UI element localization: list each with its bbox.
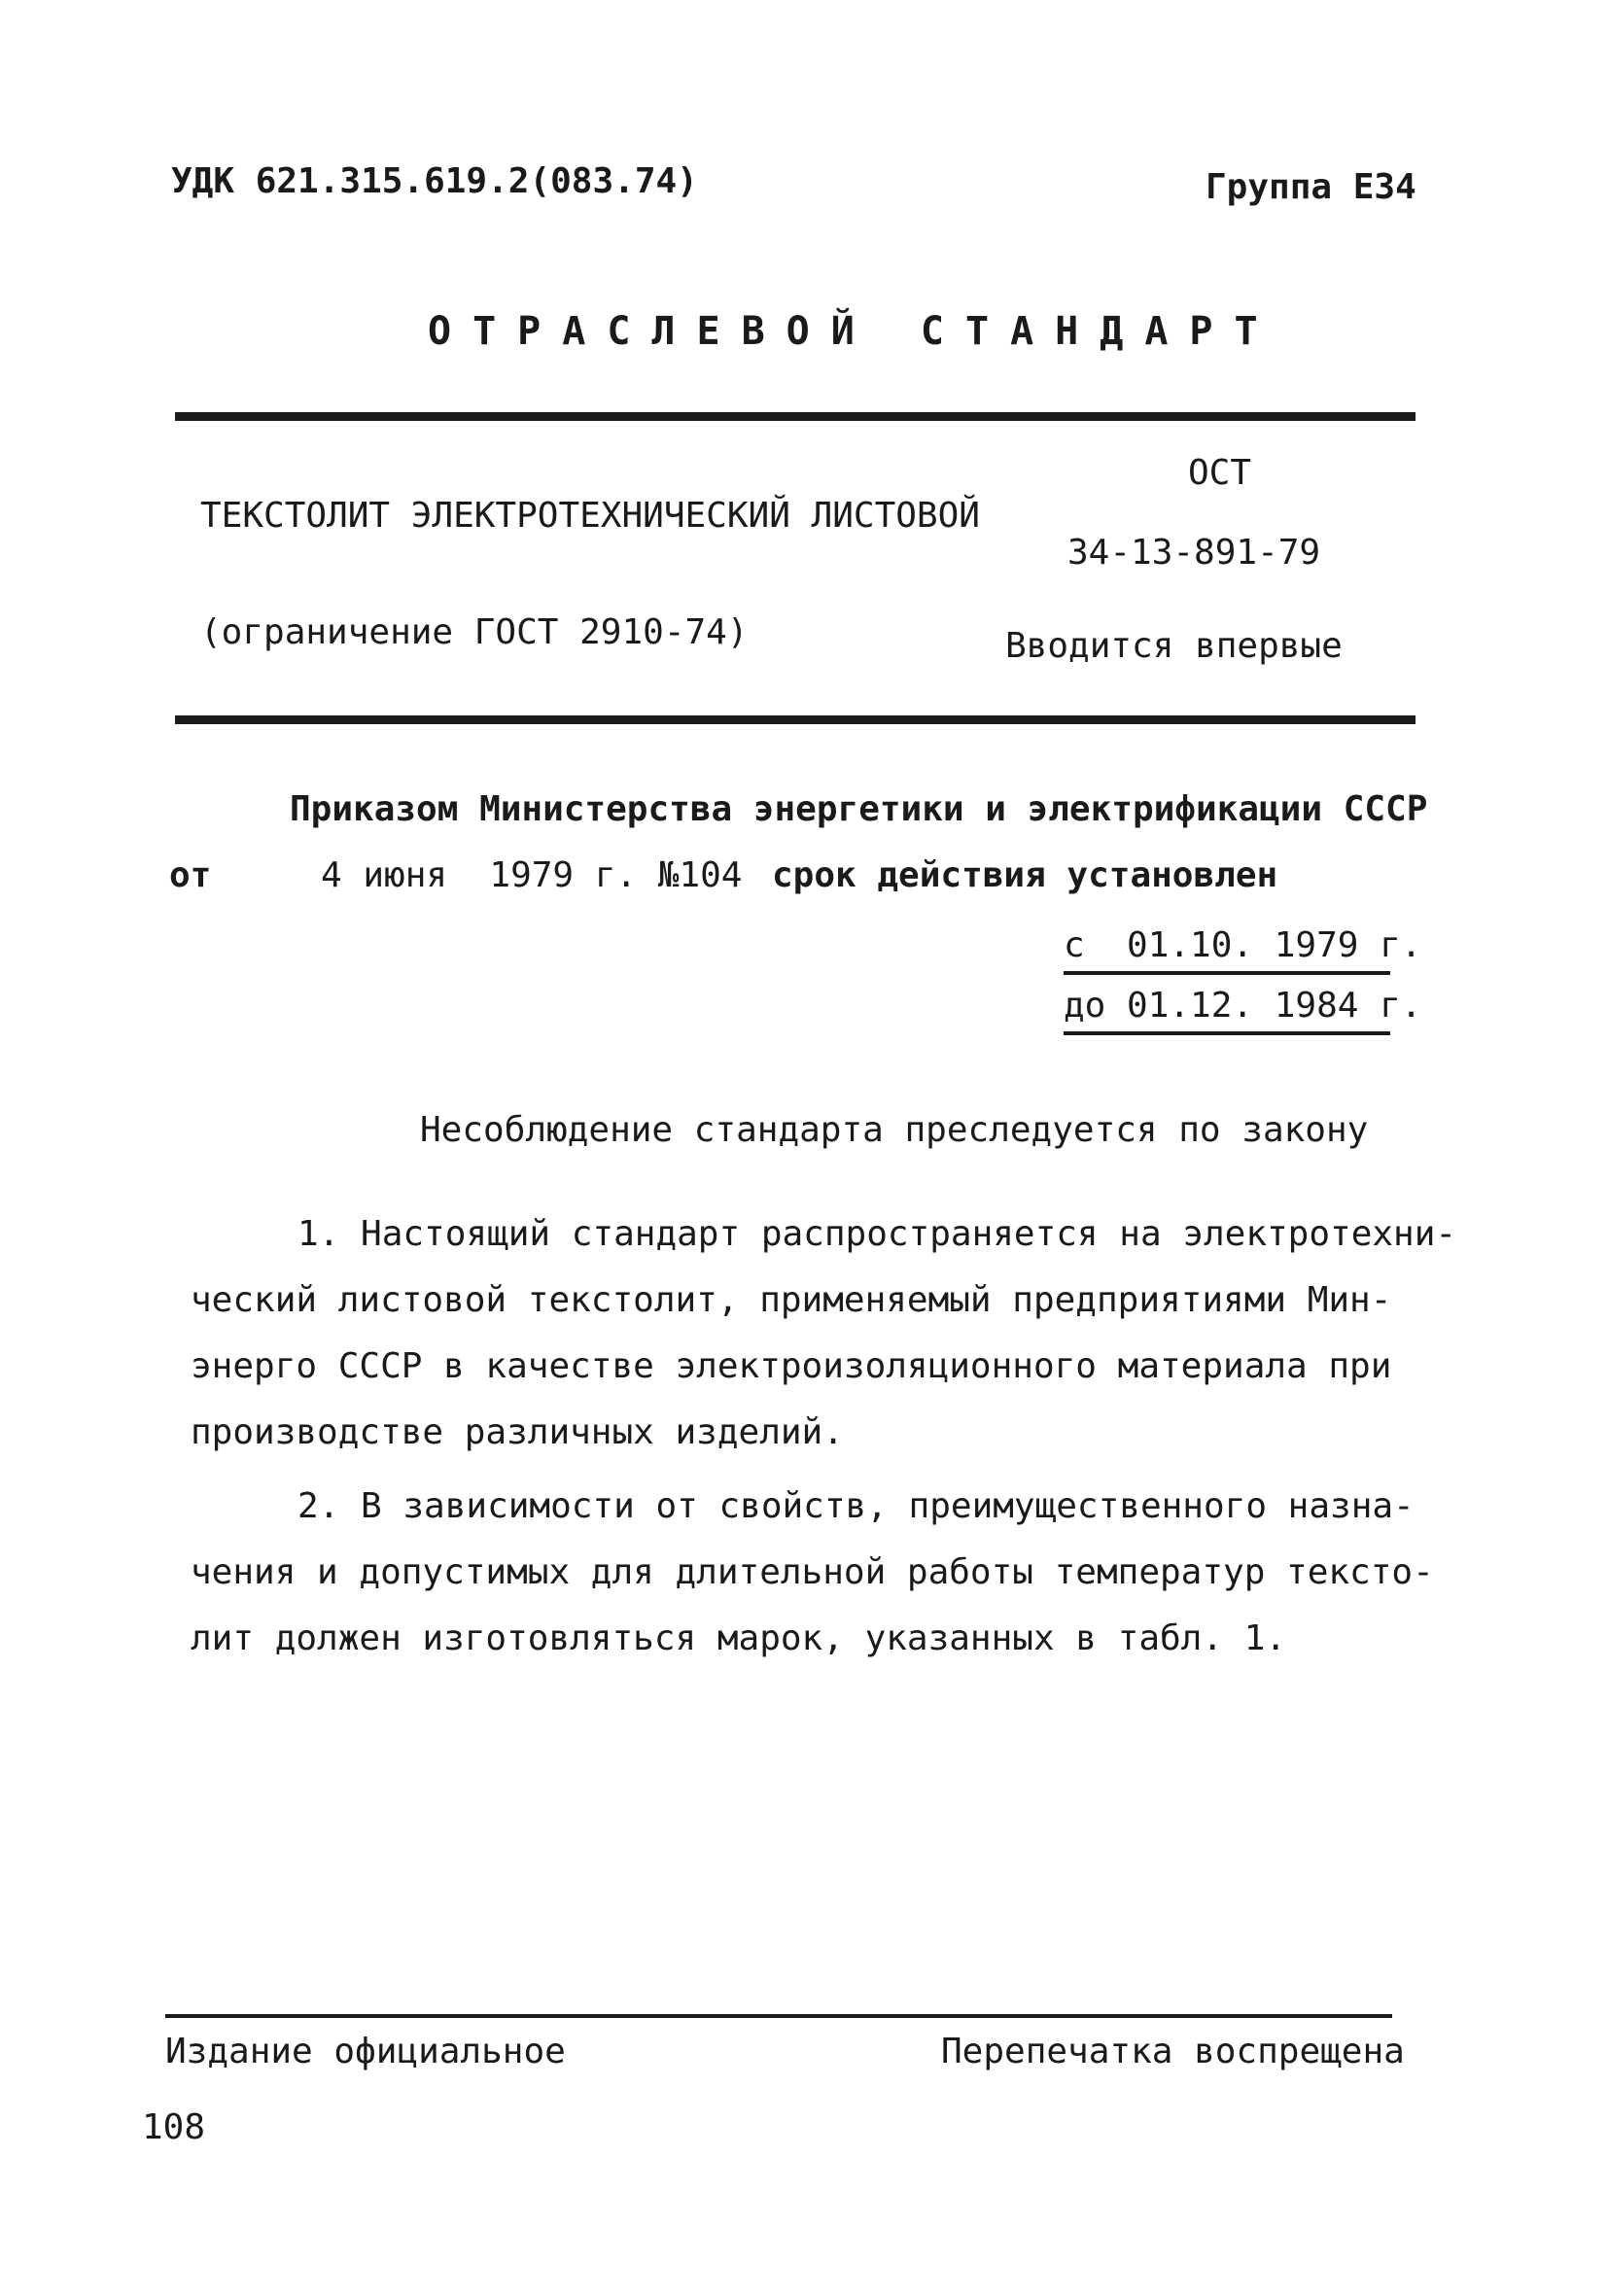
- gost-restriction: (ограничение ГОСТ 2910-74): [200, 612, 749, 652]
- valid-from-date: с 01.10. 1979 г.: [1064, 925, 1390, 975]
- order-line: Приказом Министерства энергетики и электрификации СССР: [290, 789, 1428, 829]
- paragraph-line: ческий листовой текстолит, применяемый предприятиями Мин-: [191, 1280, 1392, 1320]
- paragraph-1: [191, 1201, 1457, 1466]
- udk-code: УДК 621.315.619.2(083.74): [171, 161, 698, 201]
- footer-reprint-prohibited: Перепечатка воспрещена: [941, 2032, 1405, 2071]
- paragraph-line: чения и допустимых для длительной работы температур тексто-: [191, 1552, 1434, 1592]
- paragraph-2: [191, 1474, 1434, 1672]
- group-code: Группа Е34: [1206, 167, 1416, 207]
- valid-to-date: до 01.12. 1984 г.: [1064, 986, 1390, 1035]
- top-rule: [175, 412, 1416, 421]
- legal-notice: Несоблюдение стандарта преследуется по закону: [420, 1110, 1369, 1150]
- ost-label: ОСТ: [1188, 453, 1252, 493]
- footer-official-edition: Издание официальное: [165, 2032, 566, 2071]
- document-title: ОТРАСЛЕВОЙ СТАНДАРТ: [428, 309, 1279, 354]
- paragraph-line: производстве различных изделий.: [191, 1412, 844, 1452]
- paragraph-line: 1. Настоящий стандарт распространяется на электротехни-: [297, 1214, 1457, 1254]
- order-date: 4 июня 1979 г. №104: [321, 855, 743, 895]
- mid-rule: [175, 715, 1416, 724]
- validity-term: срок действия установлен: [772, 855, 1278, 895]
- paragraph-line: энерго СССР в качестве электроизоляционного материала при: [191, 1346, 1392, 1386]
- page-number: 108: [142, 2107, 206, 2147]
- paragraph-line: 2. В зависимости от свойств, преимущественного назна-: [297, 1486, 1415, 1526]
- introduced-status: Вводится впервые: [1005, 626, 1343, 666]
- standard-name: ТЕКСТОЛИТ ЭЛЕКТРОТЕХНИЧЕСКИЙ ЛИСТОВОЙ: [200, 496, 980, 536]
- paragraph-line: лит должен изготовляться марок, указанных в табл. 1.: [191, 1618, 1287, 1658]
- footer-rule: [165, 2014, 1392, 2018]
- order-from-label: от: [169, 855, 212, 895]
- ost-number: 34-13-891-79: [1067, 533, 1321, 573]
